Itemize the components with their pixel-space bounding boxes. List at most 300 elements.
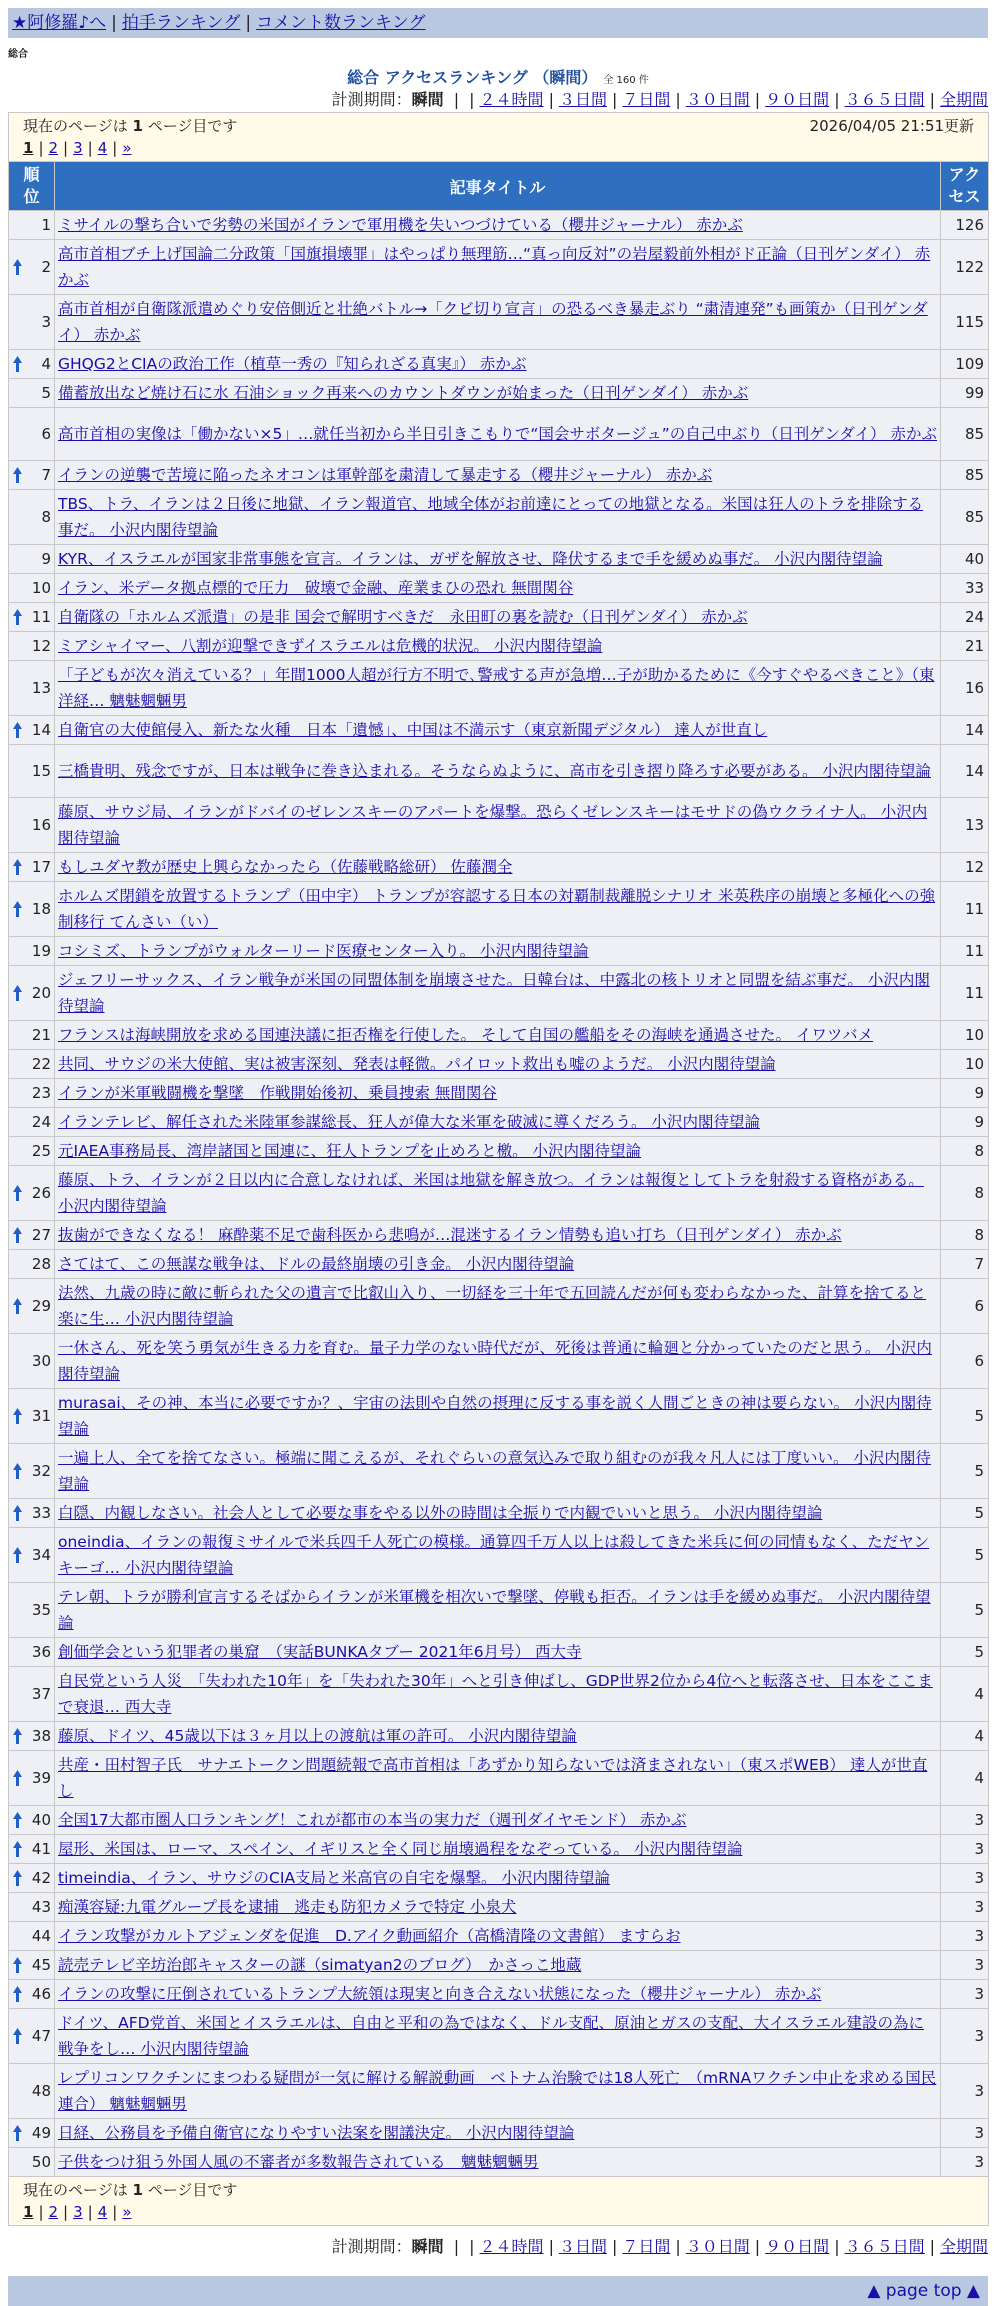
header-access bbox=[941, 162, 989, 211]
access-count: 24 bbox=[941, 603, 989, 632]
rank-cell bbox=[9, 1528, 55, 1583]
article-title-link[interactable]: 藤原、サウジ局、イランがドバイのゼレンスキーのアパートを爆撃。恐らくゼレンスキーはモサドの偽ウクライナ人。 小沢内閣待望論 bbox=[58, 803, 928, 847]
title-cell bbox=[55, 853, 941, 882]
period-option[interactable]: ３０日間 bbox=[685, 2237, 750, 2256]
rank-number: 50 bbox=[31, 2153, 51, 2171]
title-cell bbox=[55, 2064, 941, 2119]
rank-up-arrow-icon bbox=[13, 1547, 22, 1563]
access-count: 4 bbox=[941, 1751, 989, 1806]
period-option[interactable]: ９０日間 bbox=[765, 90, 830, 109]
article-title-link[interactable]: 三橋貴明、残念ですが、日本は戦争に巻き込まれる。そうならぬように、高市を引き摺り降ろす必要がある。 小沢内閣待望論 bbox=[58, 762, 931, 780]
pager-link[interactable]: 4 bbox=[97, 2203, 108, 2221]
pager-separator: | bbox=[87, 139, 93, 157]
rank-number: 20 bbox=[31, 984, 51, 1002]
rank-cell bbox=[9, 350, 55, 379]
article-title-link[interactable]: TBS、トラ、イランは２日後に地獄、イラン報道官、地域全体がお前達にとっての地獄となる。米国は狂人のトラを排除する事だ。 小沢内閣待望論 bbox=[58, 495, 924, 539]
access-count: 99 bbox=[941, 379, 989, 408]
ranking-row bbox=[9, 1922, 989, 1951]
article-title-link[interactable]: 高市首相が自衛隊派遣めぐり安倍側近と壮絶バトル→「クビ切り宣言」の恐るべき暴走ぶり “粛清連発”も画策か（日刊ゲンダイ） 赤かぶ bbox=[58, 300, 928, 344]
ranking-row bbox=[9, 1638, 989, 1667]
ranking-row bbox=[9, 745, 989, 798]
ranking-row bbox=[9, 545, 989, 574]
pager-next[interactable]: » bbox=[122, 139, 132, 157]
ranking-row bbox=[9, 716, 989, 745]
title-cell bbox=[55, 240, 941, 295]
title-cell bbox=[55, 1499, 941, 1528]
rank-number: 23 bbox=[31, 1084, 51, 1102]
ranking-row bbox=[9, 1835, 989, 1864]
pager-top bbox=[23, 137, 974, 159]
article-title-link[interactable]: ミアシャイマー、八割が迎撃できずイスラエルは危機的状況。 小沢内閣待望論 bbox=[58, 637, 603, 655]
article-title-link[interactable]: GHQG2とCIAの政治工作（植草一秀の『知られざる真実』） 赤かぶ bbox=[58, 355, 527, 373]
rank-number: 39 bbox=[31, 1769, 51, 1787]
footer-bar bbox=[8, 2276, 988, 2306]
rank-up-arrow-icon bbox=[13, 1870, 22, 1886]
ranking-row bbox=[9, 2009, 989, 2064]
article-title-link[interactable]: さてはて、この無謀な戦争は、ドルの最終崩壊の引き金。 小沢内閣待望論 bbox=[58, 1255, 575, 1273]
period-separator: | bbox=[834, 2237, 840, 2256]
article-title-link[interactable]: 一休さん、死を笑う勇気が生きる力を育む。量子力学のない時代だが、死後は普通に輪廻と分かっていたのだと思う。 小沢内閣待望論 bbox=[58, 1339, 932, 1383]
article-title-link[interactable]: 自衛隊の「ホルムズ派遣」の是非 国会で解明すべきだ 永田町の裏を読む（日刊ゲンダイ） 赤かぶ bbox=[58, 608, 748, 626]
ranking-row bbox=[9, 2064, 989, 2119]
article-title-link[interactable]: KYR、イスラエルが国家非常事態を宣言。イランは、ガザを解放させ、降伏するまで手を緩めぬ事だ。 小沢内閣待望論 bbox=[58, 550, 883, 568]
updated-timestamp: 2026/04/05 21:51更新 bbox=[809, 117, 975, 135]
category-label: 総合 bbox=[8, 49, 28, 60]
article-title-link[interactable]: ドイツ、AFD党首、米国とイスラエルは、自由と平和の為ではなく、ドル支配、原油とガスの支配、大イスラエル建設の為に戦争をし… 小沢内閣待望論 bbox=[58, 2014, 924, 2058]
rank-number: 28 bbox=[31, 1255, 51, 1273]
title-cell bbox=[55, 1922, 941, 1951]
rank-number: 29 bbox=[31, 1297, 51, 1315]
rank-cell bbox=[9, 1722, 55, 1751]
title-cell bbox=[55, 1021, 941, 1050]
rank-number: 14 bbox=[31, 721, 51, 739]
rank-cell bbox=[9, 1279, 55, 1334]
period-separator: | bbox=[929, 90, 935, 109]
rank-cell bbox=[9, 798, 55, 853]
ranking-row bbox=[9, 661, 989, 716]
article-title-link[interactable]: ミサイルの撃ち合いで劣勢の米国がイランで軍用機を失いつづけている（櫻井ジャーナル） 赤かぶ bbox=[58, 216, 743, 234]
rank-cell bbox=[9, 240, 55, 295]
header-rank bbox=[9, 162, 55, 211]
rank-up-arrow-icon bbox=[13, 1770, 22, 1786]
access-count: 5 bbox=[941, 1389, 989, 1444]
rank-up-arrow-icon bbox=[13, 1812, 22, 1828]
rank-number: 12 bbox=[31, 637, 51, 655]
ranking-row bbox=[9, 1499, 989, 1528]
period-selector-bottom bbox=[8, 2234, 988, 2260]
period-option[interactable]: ３日間 bbox=[558, 90, 607, 109]
rank-number: 17 bbox=[31, 858, 51, 876]
pager-link[interactable]: 2 bbox=[48, 2203, 59, 2221]
rank-cell bbox=[9, 1751, 55, 1806]
rank-cell bbox=[9, 716, 55, 745]
rank-cell bbox=[9, 461, 55, 490]
article-title-link[interactable]: 白隠、内観しなさい。社会人として必要な事をやる以外の時間は全振りで内観でいいと思う。 小沢内閣待望論 bbox=[58, 1504, 823, 1522]
pager-link[interactable]: 3 bbox=[73, 2203, 83, 2221]
rank-up-arrow-icon bbox=[13, 2125, 22, 2141]
pager-separator: | bbox=[112, 139, 118, 157]
rank-number: 26 bbox=[31, 1184, 51, 1202]
current-page-text: 現在のページは bbox=[23, 2181, 128, 2199]
rank-number: 42 bbox=[31, 1869, 51, 1887]
article-title-link[interactable]: 高市首相ブチ上げ国論二分政策「国旗損壊罪」はやっぱり無理筋…“真っ向反対”の岩屋毅前外相がド正論（日刊ゲンダイ） 赤かぶ bbox=[58, 245, 931, 289]
title-cell bbox=[55, 1806, 941, 1835]
rank-cell bbox=[9, 2119, 55, 2148]
access-count: 7 bbox=[941, 1250, 989, 1279]
period-selector bbox=[8, 88, 988, 112]
access-count: 85 bbox=[941, 490, 989, 545]
article-title-link[interactable]: 自衛官の大使館侵入、新たな火種 日本「遺憾」、中国は不満示す（東京新聞デジタル） 達人が世直し bbox=[58, 721, 768, 739]
ranking-row bbox=[9, 408, 989, 461]
rank-number: 22 bbox=[31, 1055, 51, 1073]
title-cell bbox=[55, 1221, 941, 1250]
rank-number: 46 bbox=[31, 1985, 51, 2003]
pager-current: 1 bbox=[23, 139, 34, 157]
ranking-row bbox=[9, 1334, 989, 1389]
table-header-row bbox=[9, 162, 989, 211]
period-option[interactable]: ３０日間 bbox=[685, 90, 750, 109]
rank-cell bbox=[9, 1951, 55, 1980]
access-count: 6 bbox=[941, 1279, 989, 1334]
title-cell bbox=[55, 2119, 941, 2148]
access-count: 4 bbox=[941, 1667, 989, 1722]
rank-cell bbox=[9, 1444, 55, 1499]
period-option[interactable]: ７日間 bbox=[622, 90, 671, 109]
title-cell bbox=[55, 211, 941, 240]
title-cell bbox=[55, 1334, 941, 1389]
rank-cell bbox=[9, 1835, 55, 1864]
rank-cell bbox=[9, 1864, 55, 1893]
rank-cell bbox=[9, 1050, 55, 1079]
article-title-link[interactable]: 元IAEA事務局長、湾岸諸国と国連に、狂人トランプを止めろと檄。 小沢内閣待望論 bbox=[58, 1142, 642, 1160]
article-title-link[interactable]: イランの攻撃に圧倒されているトランプ大統領は現実と向き合えない状態になった（櫻井ジャーナル） 赤かぶ bbox=[58, 1985, 822, 2003]
period-separator: | bbox=[675, 90, 681, 109]
title-cell bbox=[55, 1864, 941, 1893]
rank-cell bbox=[9, 745, 55, 798]
rank-cell bbox=[9, 295, 55, 350]
ranking-row bbox=[9, 1166, 989, 1221]
access-count: 122 bbox=[941, 240, 989, 295]
rank-cell bbox=[9, 2148, 55, 2177]
access-count: 33 bbox=[941, 574, 989, 603]
rank-up-arrow-icon bbox=[13, 1728, 22, 1744]
period-current: 瞬間 bbox=[411, 2237, 444, 2256]
rank-cell bbox=[9, 1583, 55, 1638]
period-option[interactable]: 全期間 bbox=[939, 2237, 988, 2256]
article-title-link[interactable]: ジェフリーサックス、イラン戦争が米国の同盟体制を崩壊させた。日韓台は、中露北の核トリオと同盟を結ぶ事だ。 小沢内閣待望論 bbox=[58, 971, 930, 1015]
title-cell bbox=[55, 1528, 941, 1583]
article-title-link[interactable]: イランテレビ、解任された米陸軍参謀総長、狂人が偉大な米軍を破滅に導くだろう。 小沢内閣待望論 bbox=[58, 1113, 760, 1131]
rank-up-arrow-icon bbox=[13, 1298, 22, 1314]
access-count: 4 bbox=[941, 1722, 989, 1751]
period-option[interactable]: 全期間 bbox=[939, 90, 988, 109]
article-title-link[interactable]: 一遍上人、全てを捨てなさい。極端に聞こえるが、それぐらいの意気込みで取り組むのが我々凡人には丁度いい。 小沢内閣待望論 bbox=[58, 1449, 931, 1493]
ranking-row bbox=[9, 603, 989, 632]
period-separator: | bbox=[611, 2237, 618, 2256]
rank-number: 38 bbox=[31, 1727, 51, 1745]
rank-number: 15 bbox=[31, 762, 51, 780]
rank-number: 16 bbox=[31, 816, 51, 834]
ranking-row bbox=[9, 1250, 989, 1279]
title-cell bbox=[55, 1583, 941, 1638]
rank-up-arrow-icon bbox=[13, 1841, 22, 1857]
access-count: 5 bbox=[941, 1583, 989, 1638]
access-count: 10 bbox=[941, 1050, 989, 1079]
article-title-link[interactable]: 共産・田村智子氏 サナエトークン問題続報で高市首相は「あずかり知らないでは済まされない」（東スポWEB） 達人が世直し bbox=[58, 1756, 928, 1800]
rank-number: 24 bbox=[31, 1113, 51, 1131]
title-cell bbox=[55, 1835, 941, 1864]
rank-cell bbox=[9, 661, 55, 716]
rank-cell bbox=[9, 408, 55, 461]
rank-cell bbox=[9, 1021, 55, 1050]
title-cell bbox=[55, 2148, 941, 2177]
pager-bottom bbox=[23, 2201, 974, 2223]
title-cell bbox=[55, 408, 941, 461]
rank-up-arrow-icon bbox=[13, 2028, 22, 2044]
ranking-row bbox=[9, 1279, 989, 1334]
rank-cell bbox=[9, 1922, 55, 1951]
rank-cell bbox=[9, 490, 55, 545]
title-cell bbox=[55, 1951, 941, 1980]
pager-separator: | bbox=[87, 2203, 93, 2221]
article-title-link[interactable]: テレ朝、トラが勝利宣言するそばからイランが米軍機を相次いで撃墜、停戦も拒否。イランは手を緩めぬ事だ。 小沢内閣待望論 bbox=[58, 1588, 931, 1632]
rank-number: 37 bbox=[31, 1685, 51, 1703]
article-title-link[interactable]: コシミズ、トランプがウォルターリード医療センター入り。 小沢内閣待望論 bbox=[58, 942, 589, 960]
page-top-link[interactable]: ▲ page top ▲ bbox=[867, 2281, 980, 2301]
ranking-row bbox=[9, 1108, 989, 1137]
rank-number: 9 bbox=[41, 550, 51, 568]
rank-number: 41 bbox=[31, 1840, 51, 1858]
ranking-row bbox=[9, 379, 989, 408]
current-page-suffix: ページ目です bbox=[147, 117, 238, 135]
access-count: 14 bbox=[941, 716, 989, 745]
access-count: 5 bbox=[941, 1499, 989, 1528]
period-separator: | bbox=[754, 90, 761, 109]
rank-up-arrow-icon bbox=[13, 1957, 22, 1973]
article-title-link[interactable]: oneindia、イランの報復ミサイルで米兵四千人死亡の模様。通算四千万人以上は殺してきた米兵に何の同情もなく、ただヤンキーゴ… 小沢内閣待望論 bbox=[58, 1533, 930, 1577]
ranking-heading bbox=[8, 68, 988, 88]
header-access-label: アクセス bbox=[948, 165, 981, 206]
period-option[interactable]: ２４時間 bbox=[479, 90, 544, 109]
title-cell bbox=[55, 490, 941, 545]
ranking-row bbox=[9, 1806, 989, 1835]
title-cell bbox=[55, 798, 941, 853]
period-separator: | bbox=[548, 90, 554, 109]
rank-cell bbox=[9, 1108, 55, 1137]
rank-number: 11 bbox=[31, 608, 51, 626]
article-title-link[interactable]: 高市首相の実像は「働かない×5」…就任当初から半日引きこもりで“国会サボタージュ”の自己中ぶり（日刊ゲンダイ） 赤かぶ bbox=[58, 425, 937, 443]
page bbox=[8, 8, 988, 2306]
pager-next[interactable]: » bbox=[122, 2203, 132, 2221]
rank-up-arrow-icon bbox=[13, 609, 22, 625]
ranking-row bbox=[9, 1951, 989, 1980]
ranking-row bbox=[9, 1980, 989, 2009]
access-count: 126 bbox=[941, 211, 989, 240]
ranking-row bbox=[9, 2119, 989, 2148]
rank-number: 30 bbox=[31, 1352, 51, 1370]
rank-up-arrow-icon bbox=[13, 259, 22, 275]
article-title-link[interactable]: 自民党という人災 「失われた10年」を「失われた30年」へと引き伸ばし、GDP世界2位から4位へと転落させ、日本をここまで衰退… 西大寺 bbox=[58, 1672, 933, 1716]
article-title-link[interactable]: もしユダヤ教が歴史上興らなかったら（佐藤戦略総研） 佐藤潤全 bbox=[58, 858, 513, 876]
page-info-row bbox=[9, 113, 989, 162]
period-separator: | bbox=[469, 90, 475, 109]
ranking-row bbox=[9, 240, 989, 295]
title-cell bbox=[55, 1722, 941, 1751]
rank-number: 21 bbox=[31, 1026, 51, 1044]
title-cell bbox=[55, 716, 941, 745]
title-cell bbox=[55, 1667, 941, 1722]
nav-link-asyura[interactable]: ★阿修羅♪へ bbox=[12, 13, 107, 33]
article-title-link[interactable]: レプリコンワクチンにまつわる疑問が一気に解ける解説動画 ベトナム治験では18人死亡 （mRNAワクチン中止を求める国民連合） 魑魅魍魎男 bbox=[58, 2069, 937, 2113]
rank-up-arrow-icon bbox=[13, 1185, 22, 1201]
access-count: 11 bbox=[941, 937, 989, 966]
rank-number: 35 bbox=[31, 1601, 51, 1619]
ranking-row bbox=[9, 1389, 989, 1444]
title-cell bbox=[55, 350, 941, 379]
access-count: 11 bbox=[941, 882, 989, 937]
article-title-link[interactable]: 読売テレビ辛坊治郎キャスターの謎（simatyan2のブログ） かさっこ地蔵 bbox=[58, 1956, 582, 1974]
period-separator: | bbox=[611, 90, 618, 109]
period-separator: | bbox=[675, 2237, 681, 2256]
rank-number: 6 bbox=[41, 425, 51, 443]
article-title-link[interactable]: 屋形、米国は、ローマ、スペイン、イギリスと全く同じ崩壊過程をなぞっている。 小沢内閣待望論 bbox=[58, 1840, 743, 1858]
rank-cell bbox=[9, 1980, 55, 2009]
article-title-link[interactable]: 「子どもが次々消えている？」年間1000人超が行方不明で､警戒する声が急増…子が助かるために《今すぐやるべきこと》（東洋経… 魑魅魍魎男 bbox=[58, 666, 935, 710]
pager-link[interactable]: 4 bbox=[97, 139, 108, 157]
title-cell bbox=[55, 1079, 941, 1108]
rank-number: 10 bbox=[31, 579, 51, 597]
pager-separator: | bbox=[38, 139, 44, 157]
period-separator: | bbox=[834, 90, 840, 109]
rank-number: 2 bbox=[41, 258, 51, 276]
article-title-link[interactable]: 全国17大都市圏人口ランキング！これが都市の本当の実力だ（週刊ダイヤモンド） 赤かぶ bbox=[58, 1811, 687, 1829]
period-option[interactable]: ７日間 bbox=[622, 2237, 671, 2256]
ranking-row bbox=[9, 1893, 989, 1922]
pager-link[interactable]: 2 bbox=[48, 139, 59, 157]
access-count: 16 bbox=[941, 661, 989, 716]
article-title-link[interactable]: 日経、公務員を予備自衛官になりやすい法案を閣議決定。 小沢内閣待望論 bbox=[58, 2124, 575, 2142]
ranking-count: 全 160 件 bbox=[603, 75, 649, 86]
rank-cell bbox=[9, 574, 55, 603]
article-title-link[interactable]: フランスは海峡開放を求める国連決議に拒否権を行使した。 そして自国の艦船をその海峡を通過させた。 イワツバメ bbox=[58, 1026, 874, 1044]
pager-separator: | bbox=[38, 2203, 44, 2221]
title-cell bbox=[55, 1137, 941, 1166]
rank-cell bbox=[9, 853, 55, 882]
title-cell bbox=[55, 1050, 941, 1079]
ranking-row bbox=[9, 295, 989, 350]
rank-number: 3 bbox=[41, 313, 51, 331]
ranking-row bbox=[9, 1079, 989, 1108]
article-title-link[interactable]: イランが米軍戦闘機を撃墜 作戦開始後初、乗員捜索 無間関谷 bbox=[58, 1084, 497, 1102]
rank-cell bbox=[9, 632, 55, 661]
ranking-row bbox=[9, 1137, 989, 1166]
ranking-row bbox=[9, 1021, 989, 1050]
access-count: 3 bbox=[941, 1893, 989, 1922]
header-title: 記事タイトル bbox=[55, 162, 941, 211]
period-separator: | bbox=[469, 2237, 475, 2256]
ranking-row bbox=[9, 798, 989, 853]
title-cell bbox=[55, 632, 941, 661]
rank-cell bbox=[9, 603, 55, 632]
pager-link[interactable]: 3 bbox=[73, 139, 83, 157]
article-title-link[interactable]: イランの逆襲で苦境に陥ったネオコンは軍幹部を粛清して暴走する（櫻井ジャーナル） 赤かぶ bbox=[58, 466, 713, 484]
page-info-row-bottom bbox=[9, 2177, 989, 2226]
article-title-link[interactable]: 藤原、トラ、イランが２日以内に合意しなければ、米国は地獄を解き放つ。イランは報復としてトラを射殺する資格がある。 小沢内閣待望論 bbox=[58, 1171, 924, 1215]
nav-link-clap-ranking[interactable]: 拍手ランキング bbox=[121, 13, 241, 33]
access-count: 85 bbox=[941, 408, 989, 461]
rank-up-arrow-icon bbox=[13, 859, 22, 875]
article-title-link[interactable]: イラン、米データ拠点標的で圧力 破壊で金融、産業まひの恐れ 無間関谷 bbox=[58, 579, 574, 597]
rank-cell bbox=[9, 1638, 55, 1667]
ranking-row bbox=[9, 350, 989, 379]
article-title-link[interactable]: イラン攻撃がカルトアジェンダを促進 D.アイク動画紹介（高橋清隆の文書館） ますらお bbox=[58, 1927, 681, 1945]
rank-cell bbox=[9, 545, 55, 574]
article-title-link[interactable]: timeindia、イラン、サウジのCIA支局と米高官の自宅を爆撃。 小沢内閣待望論 bbox=[58, 1869, 610, 1887]
pager-separator: | bbox=[63, 2203, 69, 2221]
rank-up-arrow-icon bbox=[13, 722, 22, 738]
article-title-link[interactable]: 共同、サウジの米大使館、実は被害深刻、発表は軽微。パイロット救出も嘘のようだ。 小沢内閣待望論 bbox=[58, 1055, 776, 1073]
rank-cell bbox=[9, 1250, 55, 1279]
article-title-link[interactable]: 痴漢容疑:九電グループ長を逮捕 逃走も防犯カメラで特定 小泉犬 bbox=[58, 1898, 517, 1916]
rank-number: 43 bbox=[31, 1898, 51, 1916]
rank-number: 1 bbox=[41, 216, 51, 234]
period-option[interactable]: ２４時間 bbox=[479, 2237, 544, 2256]
access-count: 3 bbox=[941, 2064, 989, 2119]
rank-up-arrow-icon bbox=[13, 1986, 22, 2002]
period-option[interactable]: ９０日間 bbox=[765, 2237, 830, 2256]
access-count: 3 bbox=[941, 1922, 989, 1951]
title-cell bbox=[55, 1166, 941, 1221]
title-cell bbox=[55, 1751, 941, 1806]
article-title-link[interactable]: 創価学会という犯罪者の巣窟 （実話BUNKAタブー 2021年6月号） 西大寺 bbox=[58, 1643, 582, 1661]
article-title-link[interactable]: 法然、九歳の時に敵に斬られた父の遺言で比叡山入り、一切経を三十年で五回読んだが何も変わらなかった、計算を捨てると楽に生… 小沢内閣待望論 bbox=[58, 1284, 927, 1328]
article-title-link[interactable]: 藤原、ドイツ、45歳以下は３ヶ月以上の渡航は軍の許可。 小沢内閣待望論 bbox=[58, 1727, 577, 1745]
nav-separator: | bbox=[111, 13, 117, 33]
ranking-row bbox=[9, 1751, 989, 1806]
access-count: 5 bbox=[941, 1444, 989, 1499]
access-count: 8 bbox=[941, 1137, 989, 1166]
access-count: 9 bbox=[941, 1079, 989, 1108]
article-title-link[interactable]: 抜歯ができなくなる！ 麻酔薬不足で歯科医から悲鳴が…混迷するイラン情勢も追い打ち（日刊ゲンダイ） 赤かぶ bbox=[58, 1226, 842, 1244]
period-option[interactable]: ３６５日間 bbox=[844, 2237, 925, 2256]
rank-cell bbox=[9, 1389, 55, 1444]
period-option[interactable]: ３日間 bbox=[558, 2237, 607, 2256]
rank-up-arrow-icon bbox=[13, 1408, 22, 1424]
ranking-row bbox=[9, 632, 989, 661]
ranking-row bbox=[9, 937, 989, 966]
article-title-link[interactable]: ホルムズ閉鎖を放置するトランプ（田中宇） トランプが容認する日本の対覇制裁離脱シナリオ 米英秩序の崩壊と多極化への強制移行 てんさい（い） bbox=[58, 887, 936, 931]
article-title-link[interactable]: 備蓄放出など焼け石に水 石油ショック再来へのカウントダウンが始まった（日刊ゲンダイ） 赤かぶ bbox=[58, 384, 749, 402]
period-option[interactable]: ３６５日間 bbox=[844, 90, 925, 109]
ranking-row bbox=[9, 966, 989, 1021]
rank-cell bbox=[9, 2009, 55, 2064]
ranking-row bbox=[9, 853, 989, 882]
title-cell bbox=[55, 745, 941, 798]
title-cell bbox=[55, 1444, 941, 1499]
article-title-link[interactable]: 子供をつけ狙う外国人風の不審者が多数報告されている 魑魅魍魎男 bbox=[58, 2153, 539, 2171]
nav-link-comment-ranking[interactable]: コメント数ランキング bbox=[256, 13, 426, 33]
rank-up-arrow-icon bbox=[13, 1463, 22, 1479]
title-cell bbox=[55, 882, 941, 937]
ranking-row bbox=[9, 2148, 989, 2177]
period-separator: | bbox=[453, 90, 460, 109]
rank-cell bbox=[9, 1893, 55, 1922]
ranking-row bbox=[9, 490, 989, 545]
access-count: 8 bbox=[941, 1221, 989, 1250]
access-count: 3 bbox=[941, 2148, 989, 2177]
article-title-link[interactable]: murasai、その神、本当に必要ですか？、宇宙の法則や自然の摂理に反する事を説く人間ごときの神は要らない。 小沢内閣待望論 bbox=[58, 1394, 932, 1438]
ranking-row bbox=[9, 1221, 989, 1250]
